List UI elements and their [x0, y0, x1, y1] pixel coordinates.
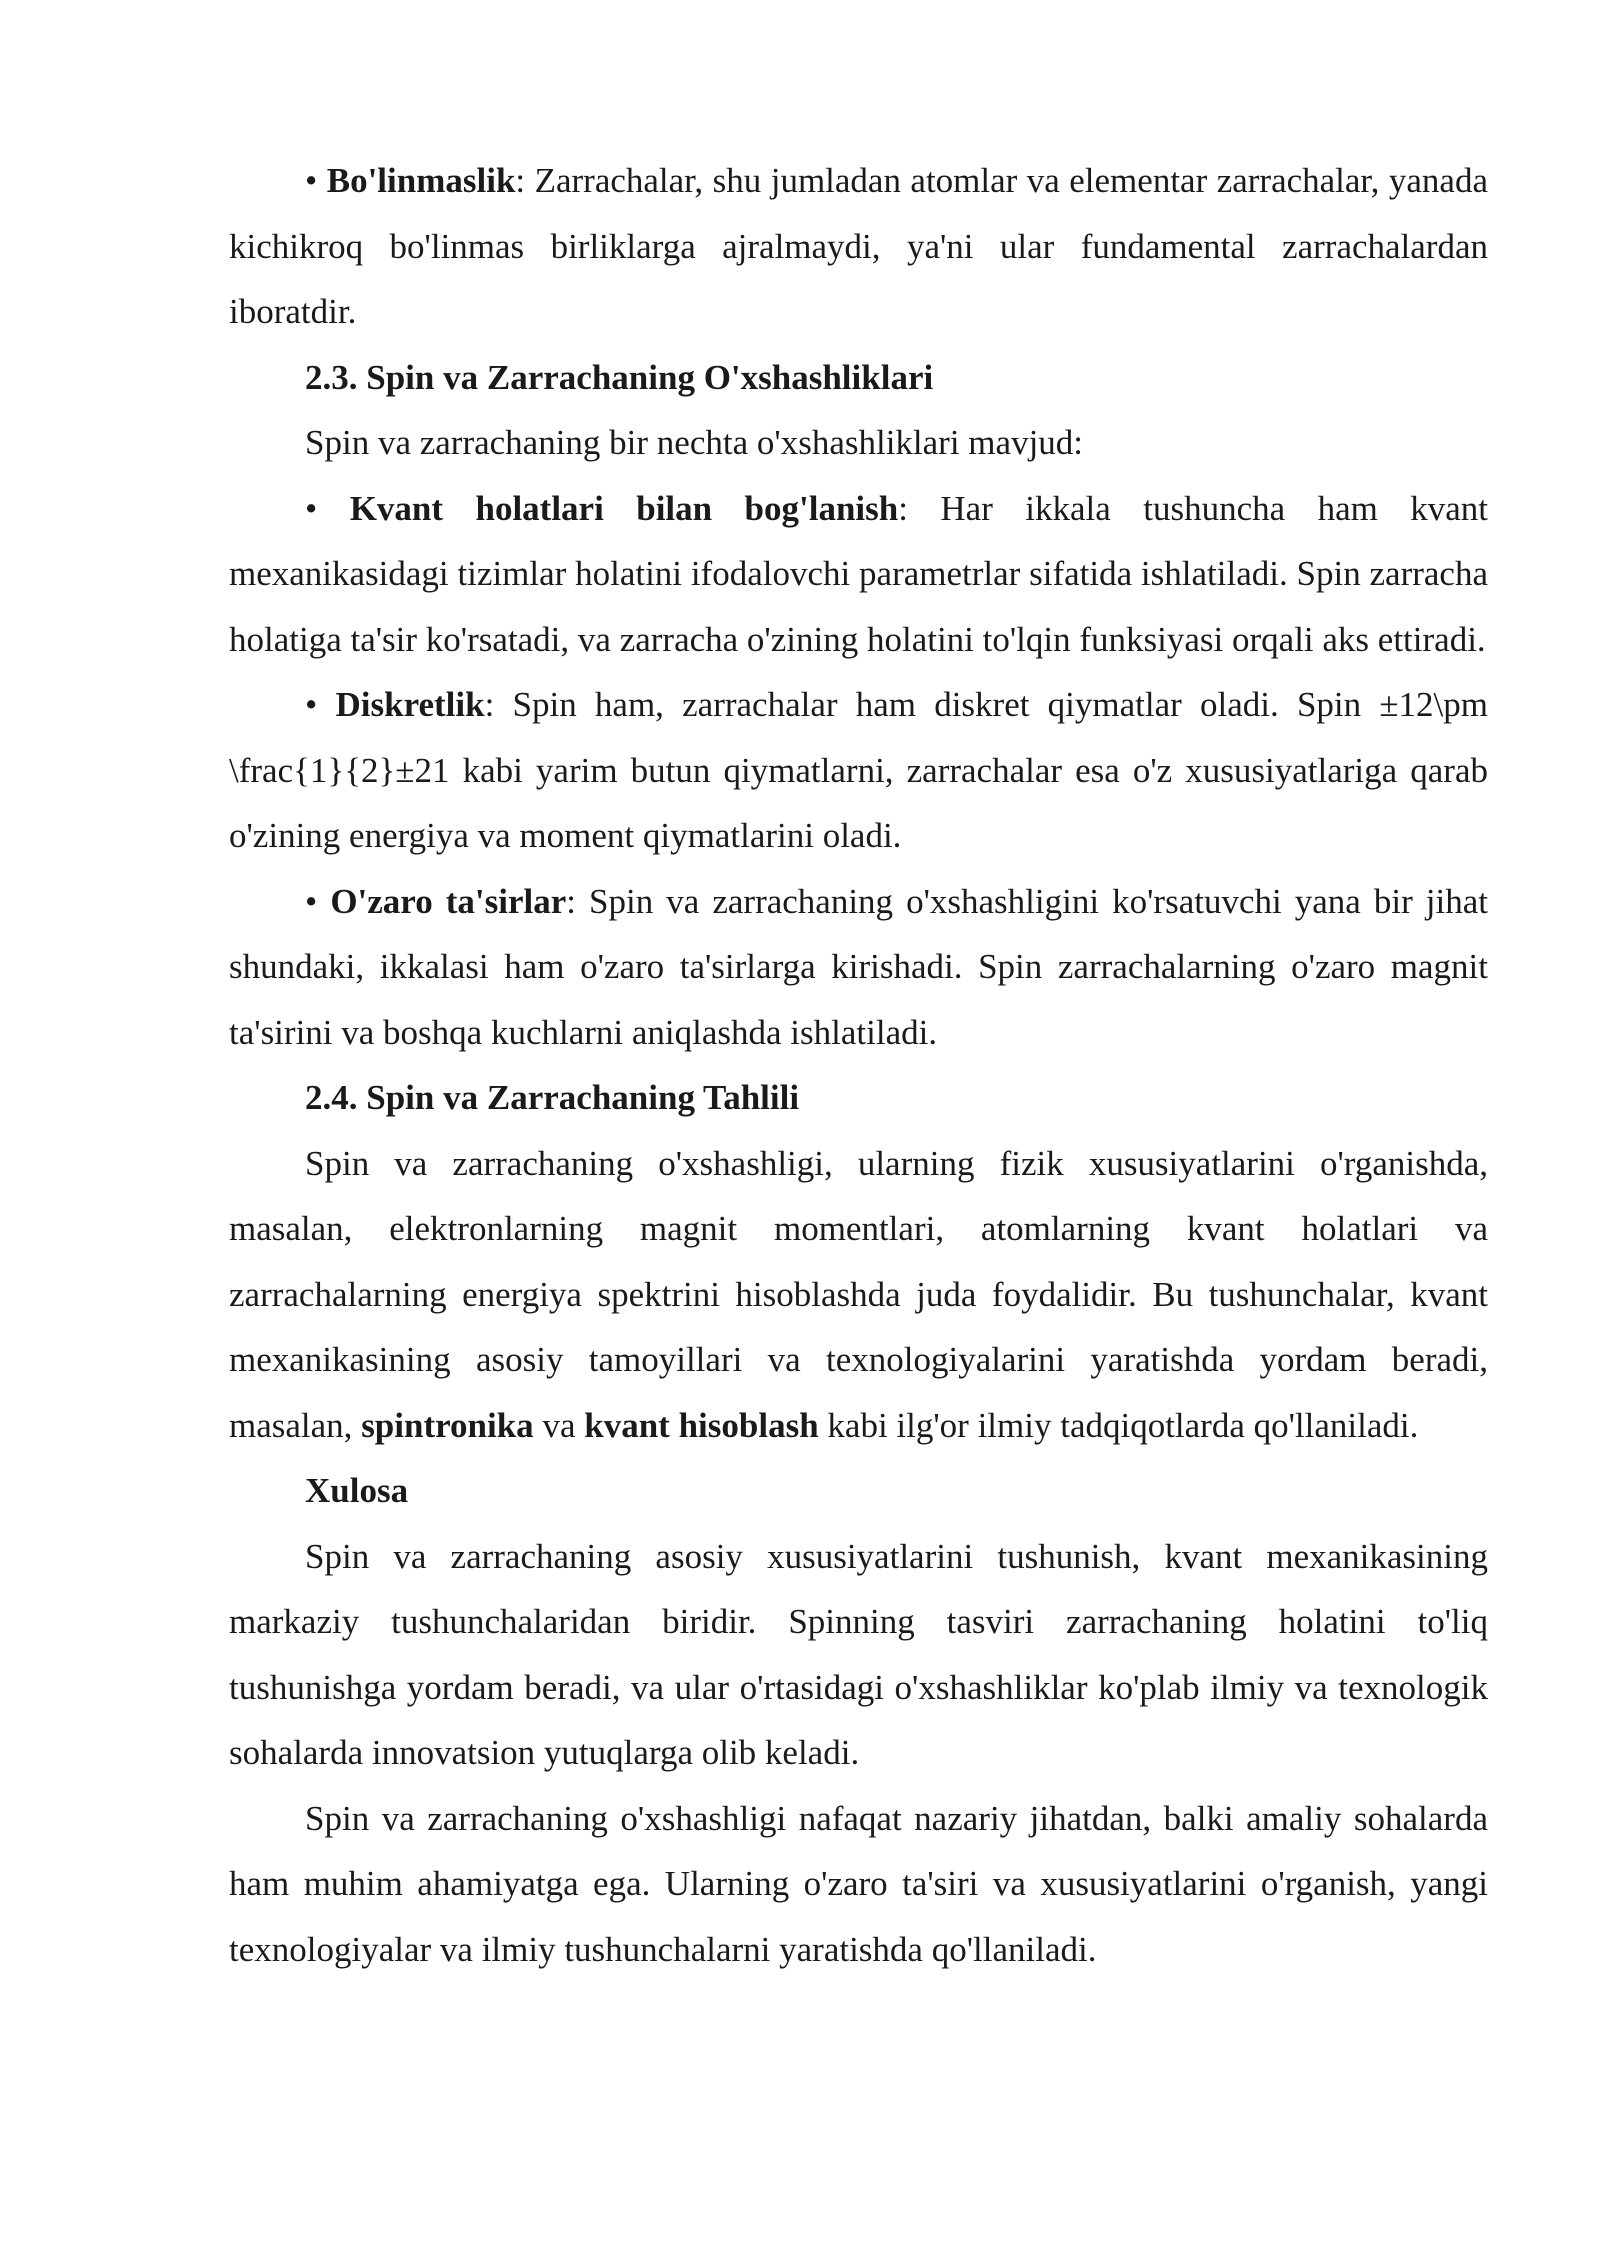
bullet-icon: • — [305, 488, 318, 528]
bullet-term: Diskretlik — [335, 685, 485, 724]
bullet-text: : Spin va zarrachaning o'xshashligini ko'rsatuvchi yana bir jihat shundaki, ikkalasi ham o'zaro ta'sirlarga kirishadi. Spin zarrachalarning o'zaro magnit ta'sirini va boshqa kuchlarni aniqlashda ishlatiladi. — [229, 881, 1489, 1052]
bullet-text: : Har ikkala tushuncha ham kvant mexanikasidagi tizimlar holatini ifodalovchi parametrlar sifatida ishlatiladi. Spin zarracha holatiga ta'sir ko'rsatadi, va zarracha o'zining holatini to'lqin funksiyasi orqali aks ettiradi. — [229, 488, 1489, 659]
paragraph-analysis — [229, 1131, 1488, 1459]
bullet-icon: • — [305, 881, 318, 921]
bullet-term: Kvant holatlari bilan bog'lanish — [349, 488, 899, 528]
section-heading-conclusion: Xulosa — [305, 1471, 409, 1510]
section-heading-2-4: 2.4. Spin va Zarrachaning Tahlili — [305, 1078, 800, 1117]
term-spintronika: spintronika — [361, 1405, 534, 1445]
bullet-icon: • — [305, 161, 318, 200]
bullet-text: : Zarrachalar, shu jumladan atomlar va elementar zarrachalar, yanada kichikroq bo'linmas birliklarga ajralmaydi, ya'ni ular fundamental zarrachalardan iboratdir. — [229, 161, 1488, 331]
bullet-term: O'zaro ta'sirlar — [330, 881, 567, 921]
bullet-icon: • — [305, 685, 318, 724]
bullet-paragraph-ozaro-tasirlar — [229, 869, 1488, 1066]
paragraph-conclusion-1: Spin va zarrachaning asosiy xususiyatlarini tushunish, kvant mexanikasining markaziy tushunchalaridan biridir. Spinning tasviri zarrachaning holatini to'liq tushunishga yordam beradi, va ular o'rtasidagi o'xshashliklar ko'plab ilmiy va texnologik sohalarda innovatsion yutuqlarga olib keladi. — [229, 1536, 1488, 1772]
analysis-text-c: kabi ilg'or ilmiy tadqiqotlarda qo'llaniladi. — [818, 1405, 1419, 1445]
bullet-paragraph-diskretlik — [229, 672, 1488, 869]
analysis-text-a: Spin va zarrachaning o'xshashligi, ularning fizik xususiyatlarini o'rganishda, masalan, elektronlarning magnit momentlari, atomlarning kvant holatlari va zarrachalarning energiya spektrini hisoblashda juda foydalidir. Bu tushunchalar, kvant mexanikasining asosiy tamoyillari va texnologiyalarini yaratishda yordam beradi, masalan, — [229, 1143, 1488, 1445]
analysis-text-b: va — [533, 1405, 585, 1445]
bullet-paragraph-kvant-holatlari — [229, 476, 1488, 673]
bullet-paragraph-bolinmaslik — [229, 148, 1488, 345]
bullet-text: : Spin ham, zarrachalar ham diskret qiymatlar oladi. Spin ±12\pm \frac{1}{2}±21 kabi yarim butun qiymatlarni, zarrachalar esa o'z xususiyatlariga qarab o'zining energiya va moment qiymatlarini oladi. — [229, 685, 1489, 855]
term-kvant-hisoblash: kvant hisoblash — [584, 1405, 819, 1445]
paragraph-conclusion-2: Spin va zarrachaning o'xshashligi nafaqat nazariy jihatdan, balki amaliy sohalarda ham muhim ahamiyatga ega. Ularning o'zaro ta'siri va xususiyatlarini o'rganish, yangi texnologiyalar va ilmiy tushunchalarni yaratishda qo'llaniladi. — [229, 1798, 1488, 1969]
bullet-term: Bo'linmaslik — [326, 161, 516, 200]
section-heading-2-3: 2.3. Spin va Zarrachaning O'xshashliklari — [305, 357, 934, 397]
paragraph-intro-similarities: Spin va zarrachaning bir nechta o'xshashliklari mavjud: — [305, 423, 1084, 462]
